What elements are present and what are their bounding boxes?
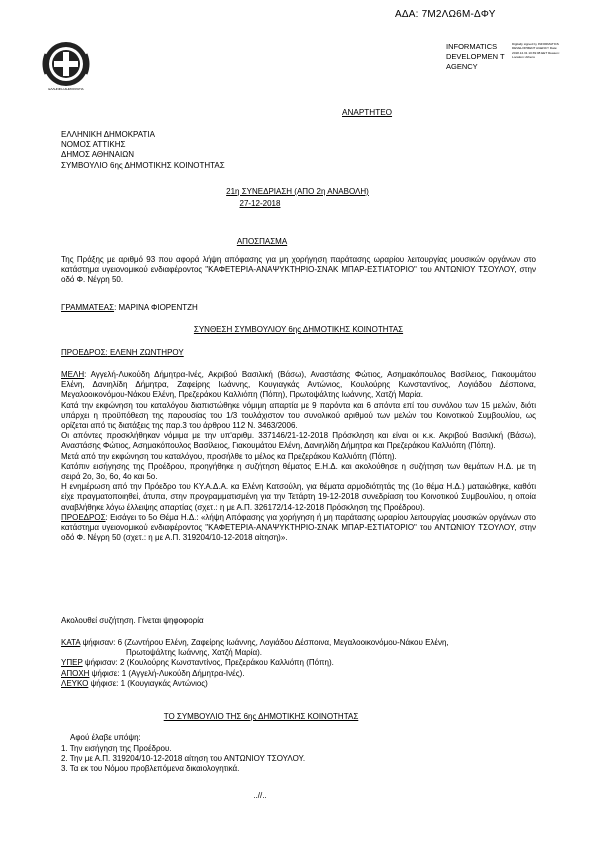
logo-caption: ΕΛΛΗΝΙΚΗ ΔΗΜΟΚΡΑΤΙΑ (48, 87, 84, 91)
minutes-paragraph: Κατόπιν εισήγησης της Προέδρου, προηγήθηκε η συζήτηση θέματος Ε.Η.Δ. και ακολούθησε η συζήτηση των θεμάτων Η.Δ. με τη σειρά 2ο, 3ο, 6ο, 4ο και 5ο. (61, 461, 536, 482)
issuer-line: ΔΗΜΟΣ ΑΘΗΝΑΙΩΝ (61, 150, 134, 160)
president-name: ΕΛΕΝΗ ΖΩΝΤΗΡΟΥ (107, 348, 184, 357)
composition-title: ΣΥΝΘΕΣΗ ΣΥΜΒΟΥΛΙΟΥ 6ης ΔΗΜΟΤΙΚΗΣ ΚΟΙΝΟΤΗΤΑΣ (193, 325, 404, 334)
president-line (61, 348, 184, 358)
session-title: 21η ΣΥΝΕΔΡΙΑΣΗ (ΑΠΟ 2η ΑΝΑΒΟΛΗ) (226, 187, 369, 196)
consideration-item: 1. Την εισήγηση της Προέδρου. (61, 744, 172, 753)
president-intro-label: ΠΡΟΕΔΡΟΣ (61, 512, 106, 522)
vote-against-cont: Πρωτοψάλτης Ιωάννης, Χατζή Μαρία). (126, 648, 263, 658)
hellenic-republic-emblem-icon (40, 40, 92, 88)
vote-abstain-text: ψήφισε: 1 (Αγγελή-Λυκούδη Δήμητρα-Ινές). (89, 668, 245, 678)
members-list: : Αγγελή-Λυκούδη Δήμητρα-Ινές, Ακριβού Βασιλική (Βάσω), Αναστάσης Φώτιος, Ασημακόπουλος Βασίλειος, Γιακουμάτου Ελένη, Δανιηλίδη Δήμητρα, Ζαφείρης Ιωάννης, Κουγιαγκάς Αντώνιος, Κουλούρης Κωνσταντίνος, Λογιάδου Δέσποινα, Μεγαλοοικονόμου-Νάκου Ελένη, Πρεζεράκου Καλλιόπη (Πόπη), Πρωτοψάλτης Ιωάννης, Χατζή Μαρία. (61, 370, 536, 400)
vote-against-text: ψήφισαν: 6 (Ζωντήρου Ελένη, Ζαφείρης Ιωάννης, Λογιάδου Δέσποινα, Μεγαλοοικονόμου-Νάκου Ελένη, (80, 638, 449, 647)
session-date: 27-12-2018 (239, 199, 281, 208)
digital-signature-note: Digitally signed by INFORMATICS DEVELOPMENT AGENCY Date: 2018.12.31 10:39:08 EET Reason: Location: Athens (512, 42, 560, 60)
secretary-label: ΓΡΑΜΜΑΤΕΑΣ (61, 303, 115, 312)
secretary-line (61, 303, 198, 313)
president-intro-paragraph (61, 513, 536, 544)
intro-paragraph: Της Πράξης με αριθμό 93 που αφορά λήψη απόφασης για μη χορήγηση παράτασης ωραρίου λειτουργίας μουσικών οργάνων στο κατάστημα υγειονομικού ενδιαφέροντος "ΚΑΦΕΤΕΡΙΑ-ΑΝΑΨΥΚΤΗΡΙΟ-ΣΝΑΚ ΜΠΑΡ-ΕΣΤΙΑΤΟΡΙΟ" του ΑΝΤΩΝΙΟΥ ΤΣΟΥΛΟΥ, στην οδό Φ. Νέγρη 50. (61, 255, 536, 285)
minutes-paragraph: Κατά την εκφώνηση του καταλόγου διαπιστώθηκε νόμιμη απαρτία με 9 παρόντα και 6 απόντα επί του συνόλου των 15 μελών, διότι υπάρχει η προϋπόθεση της παρουσίας του 1/3 τουλάχιστον του συνολικού αριθμού των μελών του Κοινοτικού Συμβουλίου, ως ορίζεται από τις διατάξεις της παρ.3 του άρθρου 112 Ν. 3463/2006. (61, 400, 536, 431)
members-paragraph (61, 370, 536, 401)
vote-for-label: ΥΠΕΡ (61, 658, 83, 668)
votes-block (61, 638, 541, 689)
ada-code: ΑΔΑ: 7Μ2ΛΩ6Μ-ΔΦΥ (395, 9, 496, 20)
vote-blank-label: ΛΕΥΚΟ (61, 678, 89, 688)
minutes-paragraph: Οι απόντες προσκλήθηκαν νόμιμα με την υπ'αριθμ. 337146/21-12-2018 Πρόσκληση και είναι οι κ.κ. Ακριβού Βασιλική (Βάσω), Αναστάσης Φώτιος, Ασημακόπουλος Βασίλειος, Γιακουμάτου Ελένη, Δανιηλίδη Δήμητρα και Πρεζεράκου Καλλιόπη (Πόπη). (61, 431, 536, 451)
considering-label: Αφού έλαβε υπόψη: (70, 733, 141, 742)
vote-abstain-label: ΑΠΟΧΗ (61, 668, 90, 678)
vote-against (61, 638, 541, 648)
signing-agency: INFORMATICS DEVELOPMEN T AGENCY (446, 42, 505, 71)
president-label: ΠΡΟΕΔΡΟΣ: (61, 348, 108, 357)
secretary-name: : ΜΑΡΙΝΑ ΦΙΟΡΕΝΤΖΗ (114, 303, 198, 312)
discussion-line: Ακολουθεί συζήτηση. Γίνεται ψηφοφορία (61, 616, 204, 625)
vote-abstain (61, 669, 541, 679)
considerations-list (61, 744, 305, 775)
minutes-paragraph: Η ενημέρωση από την Πρόεδρο του ΚΥ.Α.Δ.Α. κα Ελένη Κατσούλη, για θέματα αρμοδιότητάς της (1ο θέμα Η.Δ.) ματαιώθηκε, καθότι είχε πραγματοποιηθεί, άτυπα, στην προγραμματισμένη για την Τετάρτη 19-12-2018 συνεδρίαση του Κοινοτικού Συμβουλίου, η οποία αναβλήθηκε λόγω έλλειψης απαρτίας (σχετ.: η με Α.Π. 326172/14-12-2018 Πρόσκληση της Προέδρου). (61, 482, 536, 512)
council-heading: ΤΟ ΣΥΜΒΟΥΛΙΟ ΤΗΣ 6ης ΔΗΜΟΤΙΚΗΣ ΚΟΙΝΟΤΗΤΑΣ (163, 712, 359, 721)
president-intro-text: : Εισάγει το 5ο Θέμα Η.Δ.: «λήψη Απόφασης για χορήγηση ή μη παράτασης ωραρίου λειτουργίας μουσικών οργάνων στο κατάστημα υγειονομικού ενδιαφέροντος "ΚΑΦΕΤΕΡΙΑ-ΑΝΑΨΥΚΤΗΡΙΟ-ΣΝΑΚ ΜΠΑΡ-ΕΣΤΙΑΤΟΡΙΟ" του ΑΝΤΩΝΙΟΥ ΤΣΟΥΛΟΥ, στην οδό Φ. Νέγρη 50 (σχετ.: η με Α.Π. 319204/10-12-2018 αίτηση)». (61, 512, 536, 543)
minutes-paragraph: Μετά από την εκφώνηση του καταλόγου, προσήλθε το μέλος κα Πρεζεράκου Καλλιόπη (Πόπη). (61, 451, 397, 461)
issuer-line: ΕΛΛΗΝΙΚΗ ΔΗΜΟΚΡΑΤΙΑ (61, 130, 155, 139)
issuer-line: ΣΥΜΒΟΥΛΙΟ 6ης ΔΗΜΟΤΙΚΗΣ ΚΟΙΝΟΤΗΤΑΣ (61, 160, 225, 170)
apospasma-title: ΑΠΟΣΠΑΣΜΑ (236, 237, 288, 246)
issuer-line: ΝΟΜΟΣ ΑΤΤΙΚΗΣ (61, 140, 126, 150)
minutes-body (61, 370, 536, 543)
vote-for (61, 658, 541, 668)
anartiteo-label: ΑΝΑΡΤΗΤΕΟ (342, 108, 393, 117)
vote-blank-text: ψήφισε: 1 (Κουγιαγκάς Αντώνιος) (88, 678, 208, 688)
page-continuation: ..//.. (253, 791, 267, 800)
members-label: ΜΕΛΗ (61, 370, 85, 379)
consideration-item: 3. Τα εκ του Νόμου προβλεπόμενα δικαιολογητικά. (61, 764, 240, 774)
vote-against-label: ΚΑΤΑ (61, 638, 81, 647)
consideration-item: 2. Την με Α.Π. 319204/10-12-2018 αίτηση του ΑΝΤΩΝΙΟΥ ΤΣΟΥΛΟΥ. (61, 754, 306, 764)
vote-blank (61, 679, 541, 689)
issuer-block (61, 130, 225, 171)
vote-for-text: ψήφισαν: 2 (Κουλούρης Κωνσταντίνος, Πρεζεράκου Καλλιόπη (Πόπη). (82, 658, 334, 668)
